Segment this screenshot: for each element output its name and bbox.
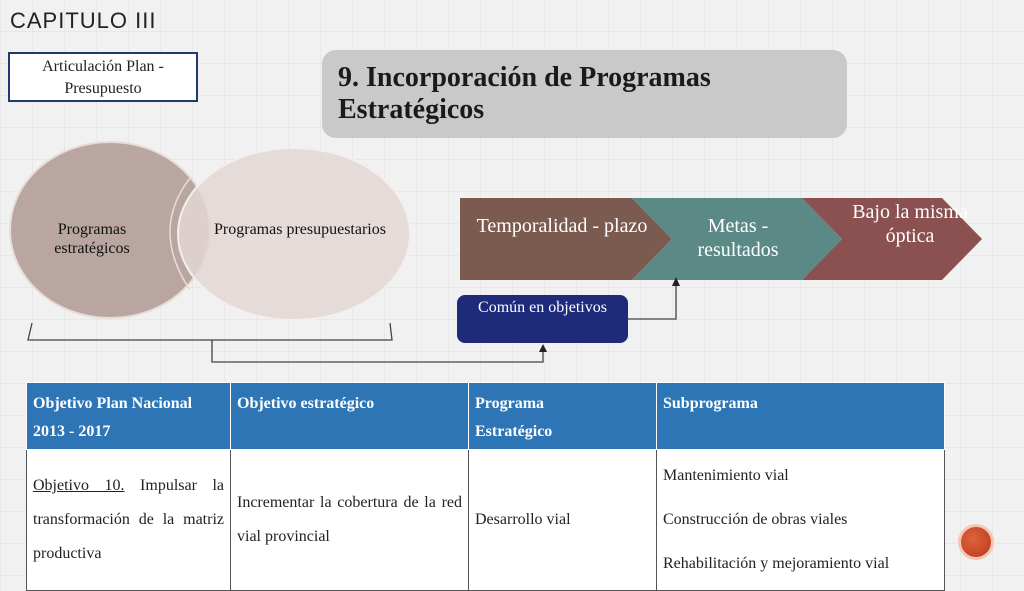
header-strategic-program — [469, 383, 657, 450]
chapter-title: CAPITULO III — [10, 8, 157, 33]
objective-number: Objetivo 10. — [33, 477, 125, 494]
cell-strategic-program: Desarrollo vial — [469, 450, 657, 591]
venn-label-budget: Programas presupuestarios — [214, 221, 386, 238]
header-program-line1: Programa — [475, 395, 545, 412]
arrow-to-goals — [628, 284, 676, 319]
subprogram-item: Mantenimiento vial — [663, 467, 789, 484]
subprogram-item: Construcción de obras viales — [663, 511, 848, 528]
header-strategic-objective: Objetivo estratégico — [231, 383, 469, 450]
header-subprogram: Subprograma — [657, 383, 945, 450]
programs-table — [26, 382, 945, 591]
chevron-temporality — [460, 198, 672, 280]
header-national-plan-line2: 2013 - 2017 — [33, 423, 111, 440]
arrow-head-common — [539, 344, 547, 352]
table-header-row — [27, 383, 945, 450]
chevron-label-goals: Metas - resultados — [697, 215, 779, 261]
table-row — [27, 450, 945, 591]
header-program-line2: Estratégico — [475, 423, 553, 440]
chevron-label-same-view: Bajo la misma óptica — [852, 201, 968, 247]
cell-subprograms — [657, 450, 945, 591]
cell-strategic-objective: Incrementar la cobertura de la red vial provincial — [231, 450, 469, 591]
slide-title: 9. Incorporación de Programas Estratégicos — [322, 50, 847, 138]
cell-national-objective — [27, 450, 231, 591]
chevron-label-temporality: Temporalidad - plazo — [476, 215, 648, 237]
articulation-label-box: Articulación Plan - Presupuesto — [8, 52, 198, 102]
venn-label-strategic: Programas estratégicos — [54, 221, 130, 257]
common-objectives-box: Común en objetivos — [457, 295, 628, 343]
page-badge-icon — [958, 524, 994, 560]
header-national-plan-line1: Objetivo Plan Nacional — [33, 395, 193, 412]
objective-text: Impulsar la transformación de la matriz productiva — [33, 477, 225, 562]
header-national-plan — [27, 383, 231, 450]
subprogram-item: Rehabilitación y mejoramiento vial — [663, 555, 890, 572]
